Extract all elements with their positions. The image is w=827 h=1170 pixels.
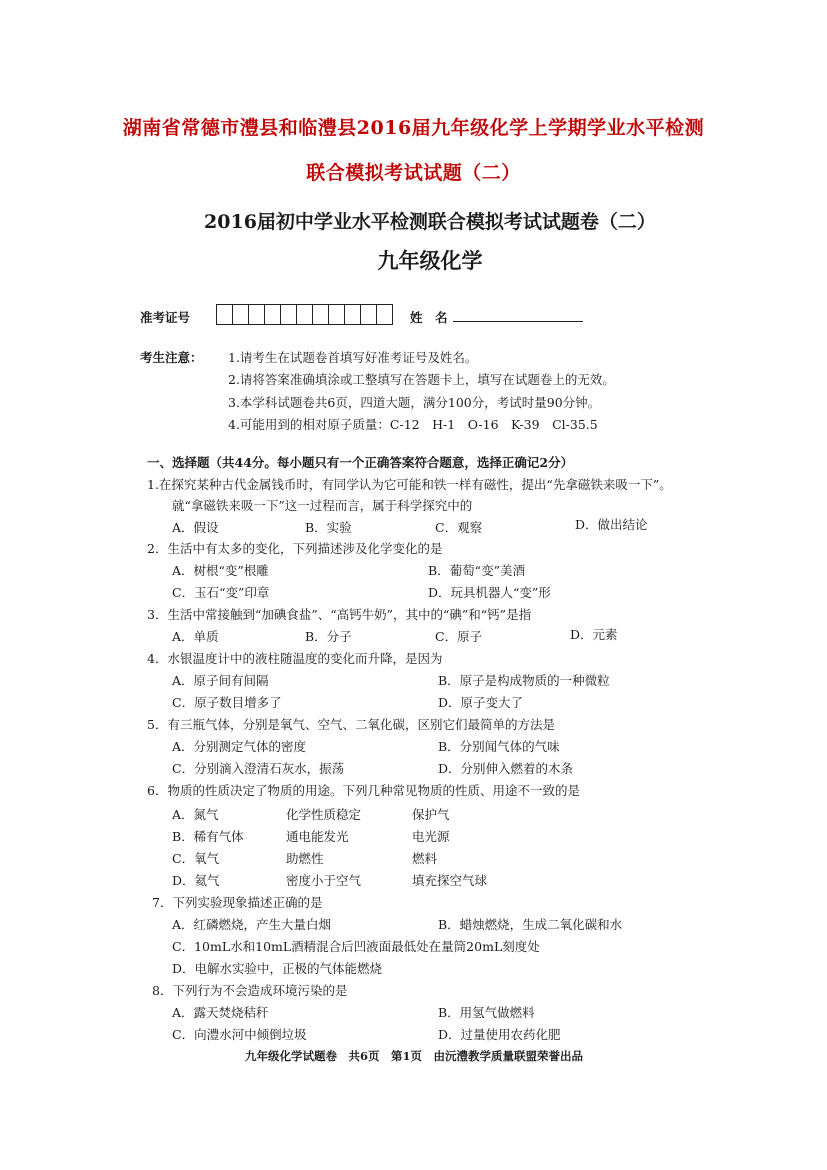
notice-label: 考生注意：	[140, 350, 203, 365]
name-blank	[453, 321, 583, 322]
q3-option-d: D．元素	[570, 627, 618, 642]
q8-option-c: C．向澧水河中倾倒垃圾	[172, 1027, 307, 1042]
q2-option-b: B．葡萄“变”美酒	[428, 563, 525, 578]
q6-row-d-substance: D．氦气	[172, 873, 220, 888]
q6-row-c-property: 助燃性	[286, 851, 324, 866]
q4-option-d: D．原子变大了	[438, 695, 524, 710]
q3-option-a: A．单质	[172, 629, 219, 644]
q1-stem: 1.在探究某种古代金属钱币时，有同学认为它可能和铁一样有磁性，提出“先拿磁铁来吸一下”。	[147, 477, 672, 492]
q6-row-c-use: 燃料	[412, 851, 438, 866]
section-title: 一、选择题（共44分。每小题只有一个正确答案符合题意，选择正确记2分）	[147, 455, 574, 470]
q6-row-c-substance: C．氧气	[172, 851, 220, 866]
q5-option-c: C．分别滴入澄清石灰水，振荡	[172, 761, 345, 776]
q1-option-b: B．实验	[305, 520, 352, 535]
q6-row-d-use: 填充探空气球	[412, 873, 488, 888]
q3-stem: 3．生活中常接触到“加碘食盐”、“高钙牛奶”，其中的“碘”和“钙”是指	[147, 607, 532, 622]
q4-option-b: B．原子是构成物质的一种微粒	[438, 673, 610, 688]
q8-stem: 8．下列行为不会造成环境污染的是	[152, 983, 348, 998]
q4-option-c: C．原子数目增多了	[172, 695, 282, 710]
exam-paper-title: 2016届初中学业水平检测联合模拟考试试题卷（二）	[204, 211, 656, 233]
q5-stem: 5．有三瓶气体，分别是氧气、空气、二氧化碳，区别它们最简单的方法是	[147, 717, 555, 732]
q2-option-d: D．玩具机器人“变”形	[428, 585, 551, 600]
q3-option-c: C．原子	[435, 629, 483, 644]
q4-option-a: A．原子间有间隔	[172, 673, 269, 688]
q8-option-b: B．用氢气做燃料	[438, 1005, 535, 1020]
q7-option-d: D．电解水实验中，正极的气体能燃烧	[172, 961, 383, 976]
q4-stem: 4．水银温度计中的液柱随温度的变化而升降，是因为	[147, 651, 443, 666]
q7-option-b: B．蜡烛燃烧，生成二氧化碳和水	[438, 917, 623, 932]
q7-option-c: C．10mL水和10mL酒精混合后凹液面最低处在量筒20mL刻度处	[172, 939, 540, 954]
q6-row-d-property: 密度小于空气	[286, 873, 362, 888]
scanned-exam-page	[110, 195, 750, 1045]
notice-4: 4.可能用到的相对原子质量：C-12 H-1 O-16 K-39 Cl-35.5	[228, 417, 598, 432]
q6-row-b-property: 通电能发光	[286, 829, 349, 844]
q5-option-a: A．分别测定气体的密度	[172, 739, 307, 754]
q5-option-b: B．分别闻气体的气味	[438, 739, 560, 754]
q6-row-a-use: 保护气	[412, 807, 450, 822]
notice-1: 1.请考生在试题卷首填写好准考证号及姓名。	[228, 350, 478, 365]
document-title-line-1: 湖南省常德市澧县和临澧县2016届九年级化学上学期学业水平检测	[122, 117, 705, 139]
q1-stem-cont: 就“拿磁铁来吸一下”这一过程而言，属于科学探究中的	[172, 498, 473, 513]
document-title-line-2: 联合模拟考试试题（二）	[306, 162, 521, 184]
q1-option-c: C．观察	[435, 520, 483, 535]
q1-option-a: A．假设	[172, 520, 219, 535]
q2-option-c: C．玉石“变”印章	[172, 585, 270, 600]
q6-stem: 6．物质的性质决定了物质的用途。下列几种常见物质的性质、用途不一致的是	[147, 783, 580, 798]
q2-stem: 2．生活中有太多的变化，下列描述涉及化学变化的是	[147, 541, 443, 556]
exam-id-label: 准考证号	[140, 310, 191, 325]
q6-row-a-substance: A．氮气	[172, 807, 219, 822]
page-footer: 九年级化学试题卷 共6页 第1页 由沅澧教学质量联盟荣誉出品	[245, 1049, 583, 1063]
notice-3: 3.本学科试题卷共6页，四道大题，满分100分，考试时量90分钟。	[228, 395, 601, 410]
q6-row-b-substance: B．稀有气体	[172, 829, 244, 844]
exam-id-boxes	[216, 304, 392, 325]
q8-option-a: A．露天焚烧秸秆	[172, 1005, 269, 1020]
exam-subject: 九年级化学	[377, 248, 483, 273]
q6-row-b-use: 电光源	[412, 829, 450, 844]
q3-option-b: B．分子	[305, 629, 352, 644]
q7-stem: 7．下列实验现象描述正确的是	[152, 895, 323, 910]
name-label: 姓 名	[410, 310, 448, 325]
q7-option-a: A．红磷燃烧，产生大量白烟	[172, 917, 332, 932]
q5-option-d: D．分别伸入燃着的木条	[438, 761, 574, 776]
notice-2: 2.请将答案准确填涂或工整填写在答题卡上，填写在试题卷上的无效。	[228, 372, 615, 387]
q1-option-d: D．做出结论	[575, 517, 648, 532]
q6-row-a-property: 化学性质稳定	[286, 807, 362, 822]
q2-option-a: A．树根“变”根雕	[172, 563, 269, 578]
q8-option-d: D．过量使用农药化肥	[438, 1027, 561, 1042]
